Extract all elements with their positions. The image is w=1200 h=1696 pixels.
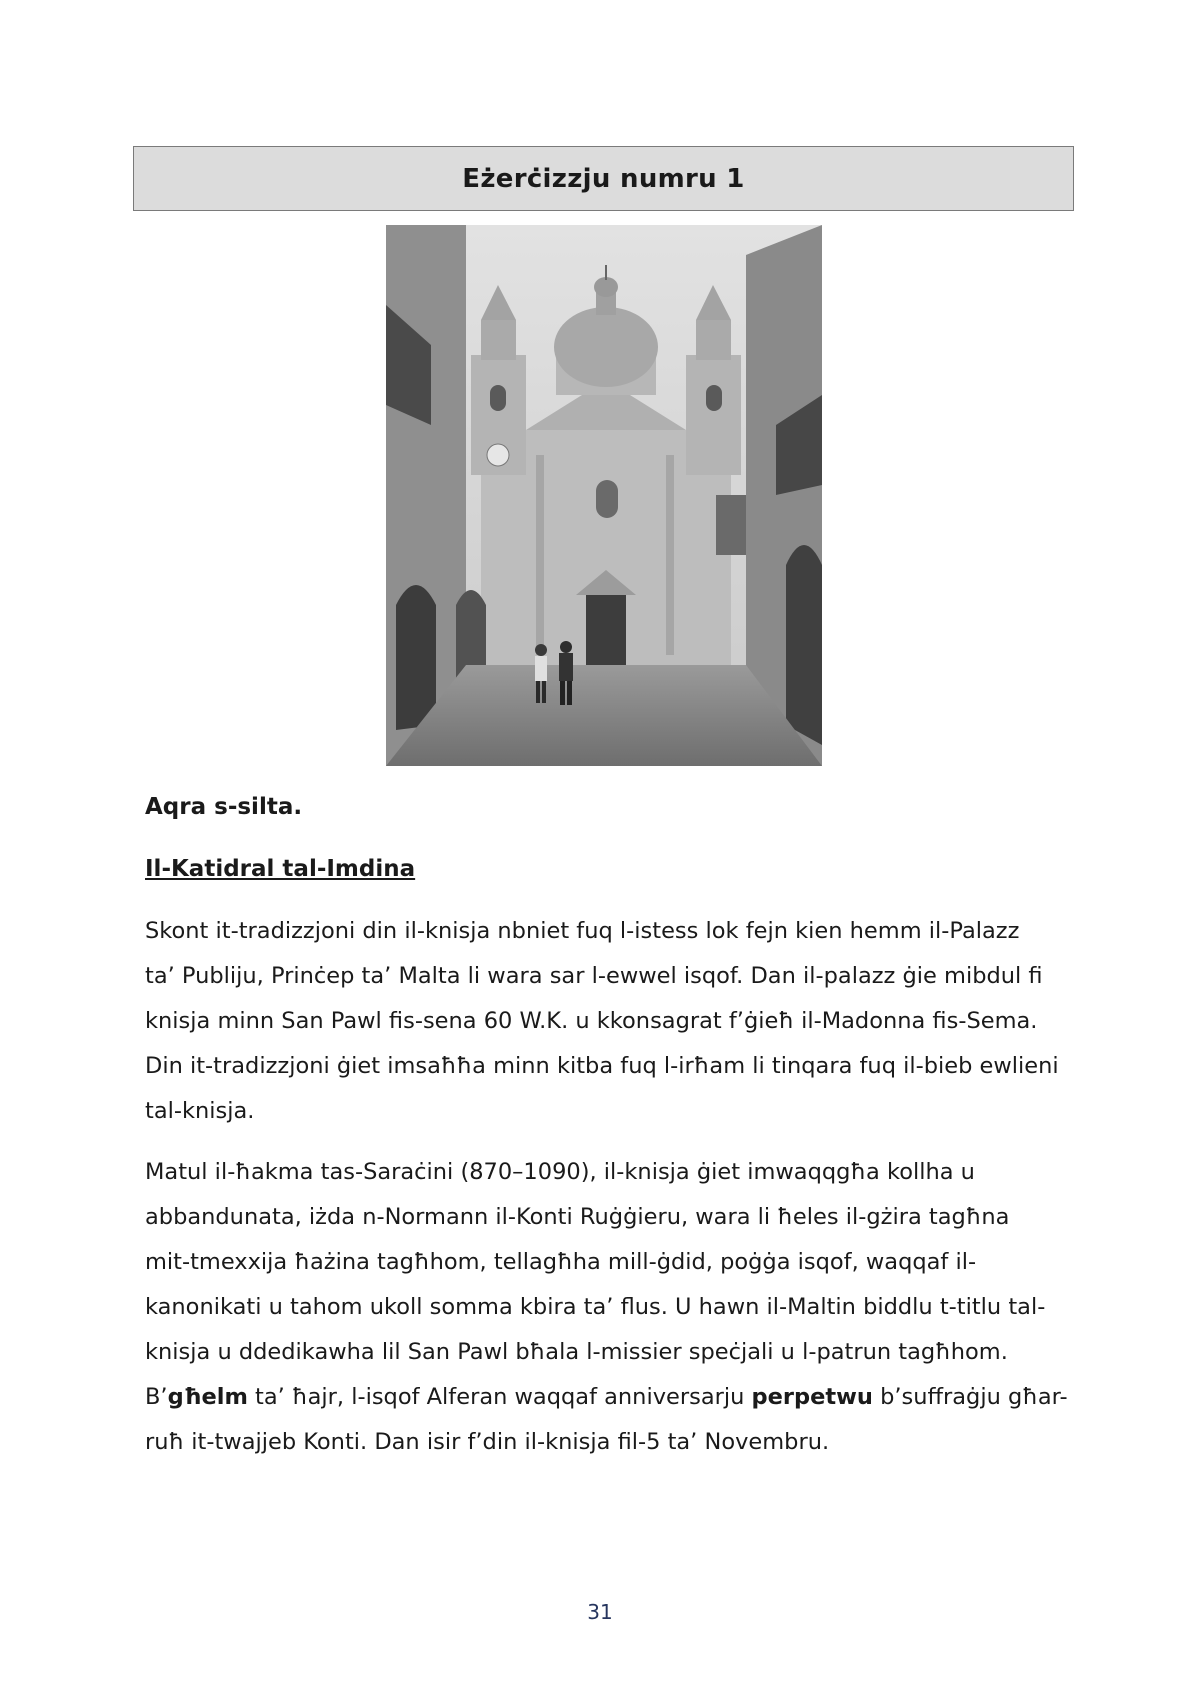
instruction-text: Aqra s-silta.: [145, 794, 303, 820]
text-run: B’: [145, 1384, 168, 1410]
exercise-title: Eżerċizzju numru 1: [462, 163, 745, 194]
paragraph-1-line: knisja minn San Pawl fis-sena 60 W.K. u kkonsagrat f’ġieħ il-Madonna fis-Sema.: [145, 1008, 1038, 1034]
paragraph-2-line: kanonikati u tahom ukoll somma kbira ta’ flus. U hawn il-Maltin biddlu t-titlu tal-: [145, 1294, 1046, 1320]
paragraph-2-line: mit-tmexxija ħażina tagħhom, tellagħha mill-ġdid, poġġa isqof, waqqaf il-: [145, 1249, 977, 1275]
paragraph-1: [145, 909, 1065, 1134]
paragraph-2-line-mixed: [145, 1375, 1068, 1420]
paragraph-1-line: Skont it-tradizzjoni din il-knisja nbniet fuq l-istess lok fejn kien hemm il-Palazz: [145, 918, 1020, 944]
article-title: Il-Katidral tal-Imdina: [145, 856, 416, 882]
text-run: b’suffraġju għar-: [872, 1384, 1068, 1410]
paragraph-1-line: tal-knisja.: [145, 1098, 255, 1124]
paragraph-2-line: ruħ it-twajjeb Konti. Dan isir f’din il-knisja fil-5 ta’ Novembru.: [145, 1429, 830, 1455]
paragraph-2-line: Matul il-ħakma tas-Saraċini (870–1090), il-knisja ġiet imwaqqgħa kollha u: [145, 1159, 975, 1185]
paragraph-2: [145, 1150, 1068, 1465]
bold-word: perpetwu: [751, 1384, 873, 1410]
paragraph-1-line: ta’ Publiju, Prinċep ta’ Malta li wara sar l-ewwel isqof. Dan il-palazz ġie mibdul fi: [145, 963, 1043, 989]
paragraph-2-line: knisja u ddedikawha lil San Pawl bħala l-missier speċjali u l-patrun tagħhom.: [145, 1339, 1008, 1365]
text-run: ta’ ħajr, l-isqof Alferan waqqaf anniversarju: [247, 1384, 752, 1410]
paragraph-2-line: abbandunata, iżda n-Normann il-Konti Ruġġieru, wara li ħeles il-gżira tagħna: [145, 1204, 1010, 1230]
bold-word: għelm: [167, 1384, 248, 1410]
paragraph-1-line: Din it-tradizzjoni ġiet imsaħħa minn kitba fuq l-irħam li tinqara fuq il-bieb ewlieni: [145, 1053, 1059, 1079]
page-number: 31: [587, 1600, 613, 1624]
exercise-title-box: [133, 146, 1074, 211]
cathedral-street-photo: [386, 225, 822, 766]
